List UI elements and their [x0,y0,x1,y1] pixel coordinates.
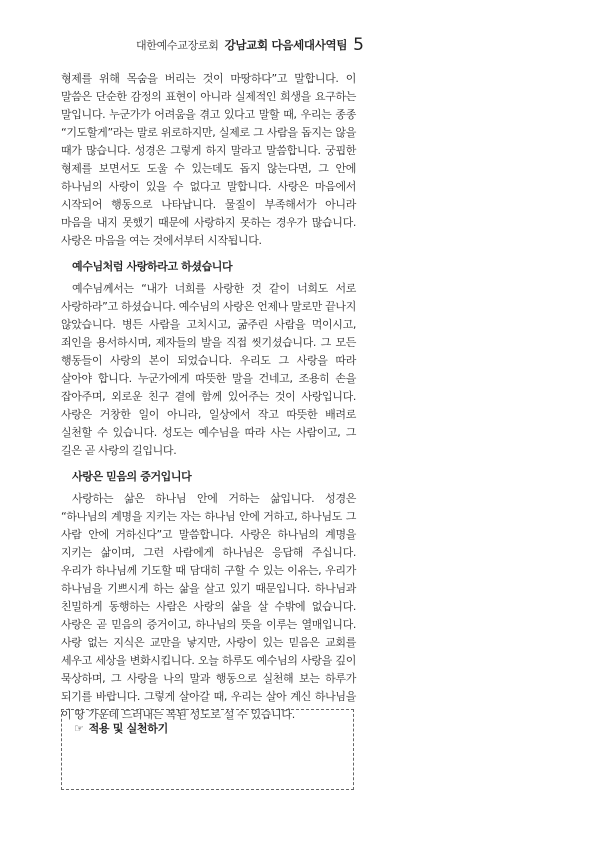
body-text [61,70,356,724]
subheading-love-evidence-of-faith: 사랑은 믿음의 증거입니다 [72,470,192,483]
header-organization: 대한예수교장로회 [135,39,219,52]
practice-box-title [74,720,341,736]
practice-box-title-text: 적용 및 실천하기 [88,722,168,735]
practice-box [61,709,354,790]
paragraph-jesus-example: 예수님께서는 “내가 너희를 사랑한 것 같이 너희도 서로 사랑하라”고 하셨습니다. 예수님의 사랑은 언제나 말로만 끝나지 않았습니다. 병든 사람을 고치시고, 굶주린 사람을 먹이시고, 죄인을 용서하시며, 제자들의 발을 직접 씻기셨습니다. 그 모든 행동들이 사랑의 본이 되었습니다. 우리도 그 사랑을 따라 살아야 합니다. 누군가에게 따뜻한 말을 건네고, 조용히 손을 잡아주며, 외로운 친구 곁에 함께 있어주는 것이 사랑입니다. 사랑은 거창한 일이 아니라, 일상에서 작고 따뜻한 배려로 실천할 수 있습니다. 성도는 예수님을 따라 사는 사람이고, 그 길은 곧 사랑의 길입니다. [61,282,356,457]
paragraph-abiding-in-god: 사랑하는 삶은 하나님 안에 거하는 삶입니다. 성경은 “하나님의 계명을 지키는 자는 하나님 안에 거하고, 하나님도 그 사람 안에 거하신다”고 말씀합니다. 사랑은 하나님의 계명을 지키는 삶이며, 그런 사람에게 하나님은 응답해 주십니다. 우리가 하나님께 기도할 때 담대히 구할 수 있는 이유는, 우리가 하나님을 기쁘시게 하는 삶을 살고 있기 때문입니다. 하나님과 친밀하게 동행하는 사람은 사랑의 삶을 살 수밖에 없습니다. 사랑은 곧 믿음의 증거이고, 하나님의 뜻을 이루는 열매입니다. 사랑 없는 지식은 교만을 낳지만, 사랑이 있는 믿음은 교회를 세우고 세상을 변화시킵니다. 오늘 하루도 예수님의 사랑을 깊이 묵상하며, 그 사랑을 나의 말과 행동으로 실천해 보는 하루가 되기를 바랍니다. 그렇게 살아갈 때, 우리는 살아 계신 하나님을 이 땅 가운데 드러내는 복된 성도로 설 수 있습니다. [61,492,356,721]
pointing-hand-icon: ☞ [74,722,84,735]
page-number: 5 [353,35,364,55]
subheading-love-like-jesus: 예수님처럼 사랑하라고 하셨습니다 [72,260,233,273]
page-header [0,34,364,55]
paragraph-love-in-action: 형제를 위해 목숨을 버리는 것이 마땅하다”고 말합니다. 이 말씀은 단순한 감정의 표현이 아니라 실제적인 희생을 요구하는 말입니다. 누군가가 어려움을 겪고 있다고 말할 때, 우리는 종종 “기도할게”라는 말로 위로하지만, 실제로 그 사람을 돕지는 않을 때가 많습니다. 성경은 그렇게 하지 말라고 말씀합니다. 궁핍한 형제를 보면서도 도울 수 있는데도 돕지 않는다면, 그 안에 하나님의 사랑이 있을 수 없다고 말합니다. 사랑은 마음에서 시작되어 행동으로 나타납니다. 물질이 부족해서가 아니라 마음을 내지 못했기 때문에 사랑하지 못하는 경우가 많습니다. 사랑은 마음을 여는 것에서부터 시작됩니다. [61,72,356,247]
header-team: 강남교회 다음세대사역팀 [224,38,348,52]
